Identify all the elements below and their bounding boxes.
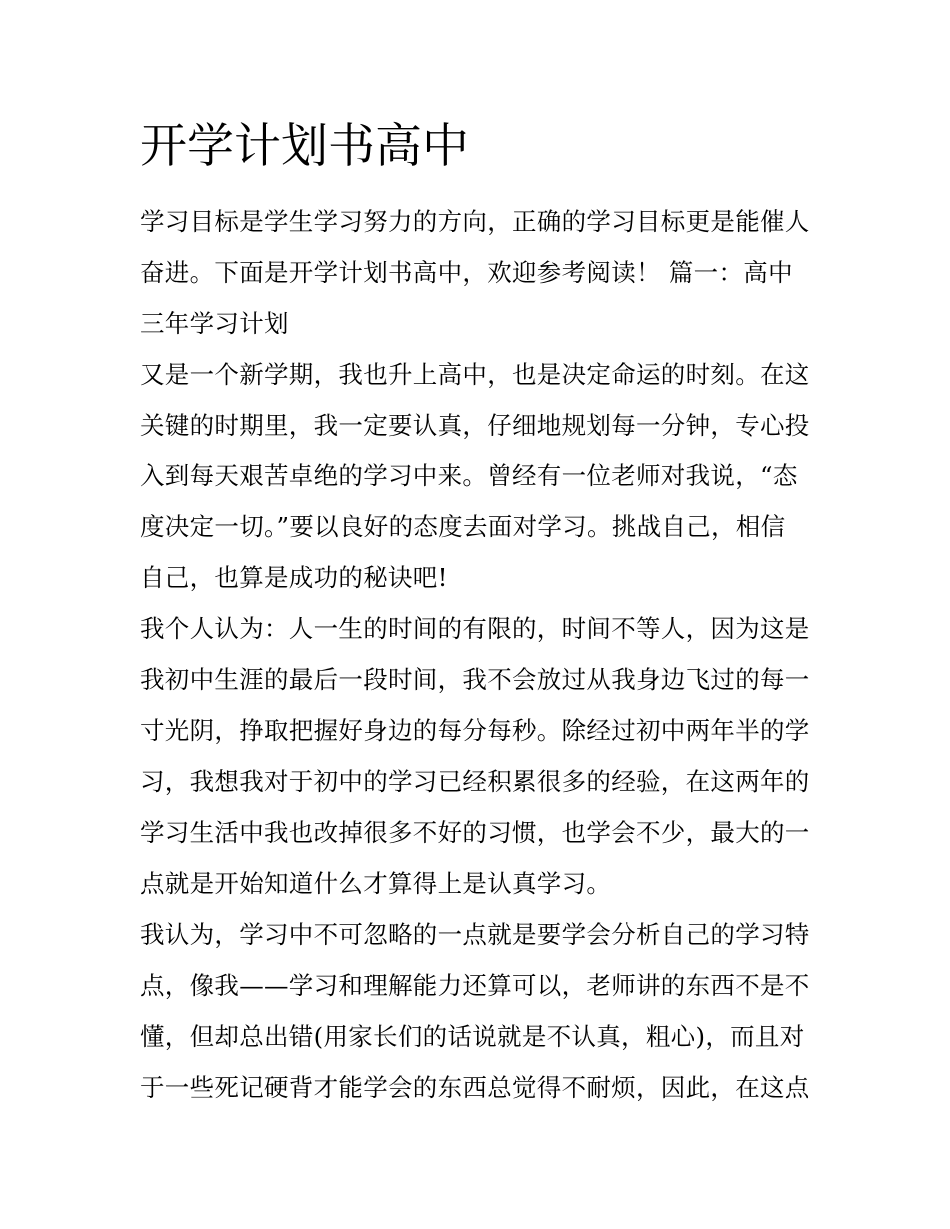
text-line: 我认为，学习中不可忽略的一点就是要学会分析自己的学习特 [140, 920, 810, 949]
text-line: 关键的时期里，我一定要认真，仔细地规划每一分钟，专心投 [140, 411, 810, 440]
text-line: 懂，但却总出错(用家长们的话说就是不认真，粗心)，而且对 [140, 1022, 805, 1051]
text-line: 奋进。下面是开学计划书高中，欢迎参考阅读！ 篇一：高中 [140, 258, 793, 287]
text-line: 寸光阴，挣取把握好身边的每分每秒。除经过初中两年半的学 [140, 716, 810, 745]
text-line: 点就是开始知道什么才算得上是认真学习。 [140, 869, 612, 898]
text-line: 我初中生涯的最后一段时间，我不会放过从我身边飞过的每一 [140, 665, 810, 694]
text-line: 又是一个新学期，我也升上高中，也是决定命运的时刻。在这 [140, 360, 810, 389]
text-line: 自己，也算是成功的秘诀吧! [140, 563, 448, 592]
text-line: 三年学习计划 [140, 309, 289, 338]
text-line: 学习生活中我也改掉很多不好的习惯，也学会不少，最大的一 [140, 818, 810, 847]
text-line: 我个人认为：人一生的时间的有限的，时间不等人，因为这是 [140, 614, 810, 643]
text-line: 入到每天艰苦卓绝的学习中来。曾经有一位老师对我说，“态 [140, 461, 798, 490]
text-line: 于一些死记硬背才能学会的东西总觉得不耐烦，因此，在这点 [140, 1073, 810, 1102]
text-line: 学习目标是学生学习努力的方向，正确的学习目标更是能催人 [140, 207, 810, 236]
text-line: 点，像我——学习和理解能力还算可以，老师讲的东西不是不 [140, 971, 810, 1000]
page-title: 开学计划书高中 [140, 119, 469, 174]
text-line: 度决定一切。”要以良好的态度去面对学习。挑战自己，相信 [140, 512, 786, 541]
text-line: 习，我想我对于初中的学习已经积累很多的经验，在这两年的 [140, 767, 810, 796]
